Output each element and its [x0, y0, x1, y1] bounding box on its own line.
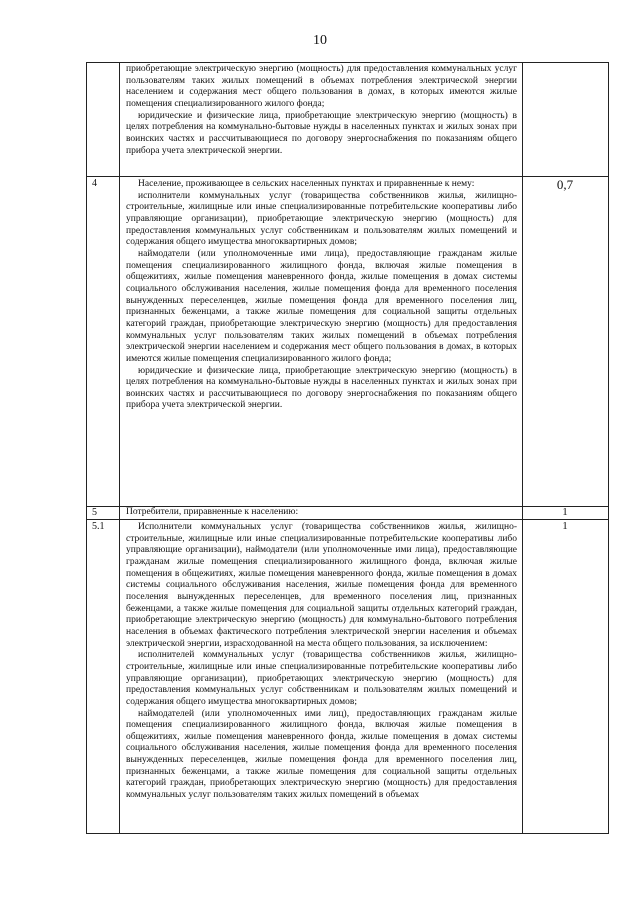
table-border-bottom	[86, 833, 609, 834]
row-number: 4	[92, 178, 97, 189]
tariff-table	[86, 62, 609, 834]
table-row	[126, 507, 517, 519]
page-number: 10	[313, 33, 327, 48]
table-border-top	[86, 62, 609, 63]
row-paragraph: наймодателей (или уполномоченных ими лиц), предоставляющих гражданам жилые помещения специализированного жилищного фонда, включая жилые помещения в общежитиях, жилые помещения маневренного фонда, жилые помещения в домах системы социального обслуживания населения, жилые помещения фонда для временного поселения вынужденных переселенцев, жилые помещения фонда для временного поселения лиц, признанных беженцами, а также жилые помещения для социальной защиты отдельных категорий граждан, приобретающих электрическую энергию (мощность) для предоставления коммунальных услуг пользователям таких жилых помещений в объемах	[126, 708, 517, 801]
row-paragraph: исполнители коммунальных услуг (товарищества собственников жилья, жилищно-строительные, жилищные или иные специализированные потребительские кооперативы либо управляющие организации), приобретающие электрическую энергию (мощность) для предоставления коммунальных услуг собственникам и пользователям жилых помещений и содержания общего имущества многоквартирных домов;	[126, 190, 517, 248]
row-number: 5	[92, 507, 97, 518]
row-number: 5.1	[92, 521, 105, 532]
row-paragraph: Исполнители коммунальных услуг (товарищества собственников жилья, жилищно-строительные, жилищные или иные специализированные потребительские кооперативы либо управляющие организации), наймодатели (или уполномоченные ими лица), предоставляющие гражданам жилые помещения специализированного жилищного фонда, включая жилые помещения в общежитиях, жилые помещения маневренного фонда, жилые помещения в домах системы социального обслуживания населения, жилые помещения фонда для временного поселения вынужденных переселенцев, для временного поселения лиц, признанных беженцами, а также жилые помещения для социальной защиты отдельных категорий граждан, приобретающие электрическую энергию (мощность) для коммунально-бытового потребления населения в объемах фактического потребления электрической энергии населения и объемах электрической энергии, израсходованной на места общего пользования, за исключением:	[126, 522, 517, 649]
row-paragraph: юридические и физические лица, приобретающие электрическую энергию (мощность) в целях потребления на коммунально-бытовые нужды в населенных пунктах и жилых зонах при воинских частях и рассчитывающиеся по договору энергоснабжения по показаниям общего прибора учета электрической энергии.	[126, 365, 517, 411]
table-row	[126, 522, 517, 802]
column-divider-number	[119, 62, 120, 834]
row-paragraph: наймодатели (или уполномоченные ими лица), предоставляющие гражданам жилые помещения специализированного жилищного фонда, включая жилые помещения в общежитиях, жилые помещения маневренного фонда, жилые помещения в домах системы социального обслуживания населения, жилые помещения фонда для временного поселения вынужденных переселенцев, жилые помещения фонда для временного поселения лиц, признанных беженцами, а также жилые помещения для социальной защиты отдельных категорий граждан, приобретающие электрическую энергию (мощность) для предоставления коммунальных услуг пользователям таких жилых помещений в объемах потребления электрической энергии населением и содержания мест общего пользования в домах, в которых имеются жилые помещения специализированного жилого фонда;	[126, 248, 517, 364]
table-border-right	[608, 62, 609, 834]
table-row	[126, 179, 517, 412]
row-paragraph: приобретающие электрическую энергию (мощность) для предоставления коммунальных услуг пользователям таких жилых помещений в объемах потребления электрической энергии населением и содержания мест общего пользования в домах, в которых имеются жилые помещения специализированного жилого фонда;	[126, 64, 517, 109]
table-border-left	[86, 62, 87, 834]
row-paragraph: Население, проживающее в сельских населенных пунктах и приравненные к нему:	[138, 179, 475, 189]
table-row	[126, 64, 517, 157]
row-paragraph: Потребители, приравненные к населению:	[126, 507, 299, 517]
row-coefficient: 0,7	[556, 177, 574, 192]
row-paragraph: юридические и физические лица, приобретающие электрическую энергию (мощность) в целях потребления на коммунально-бытовые нужды в населенных пунктах и жилых зонах при воинских частях и рассчитывающиеся по договору энергоснабжения по показаниям общего прибора учета электрической энергии.	[126, 110, 517, 156]
row-coefficient: 1	[562, 520, 568, 532]
row-coefficient: 1	[562, 506, 568, 518]
row-paragraph: исполнителей коммунальных услуг (товарищества собственников жилья, жилищно-строительные, жилищные или иные специализированные потребительские кооперативы либо управляющие организации), приобретающих электрическую энергию (мощность) для предоставления коммунальных услуг собственникам и пользователям жилых помещений и содержания общего имущества многоквартирных домов;	[126, 650, 517, 707]
